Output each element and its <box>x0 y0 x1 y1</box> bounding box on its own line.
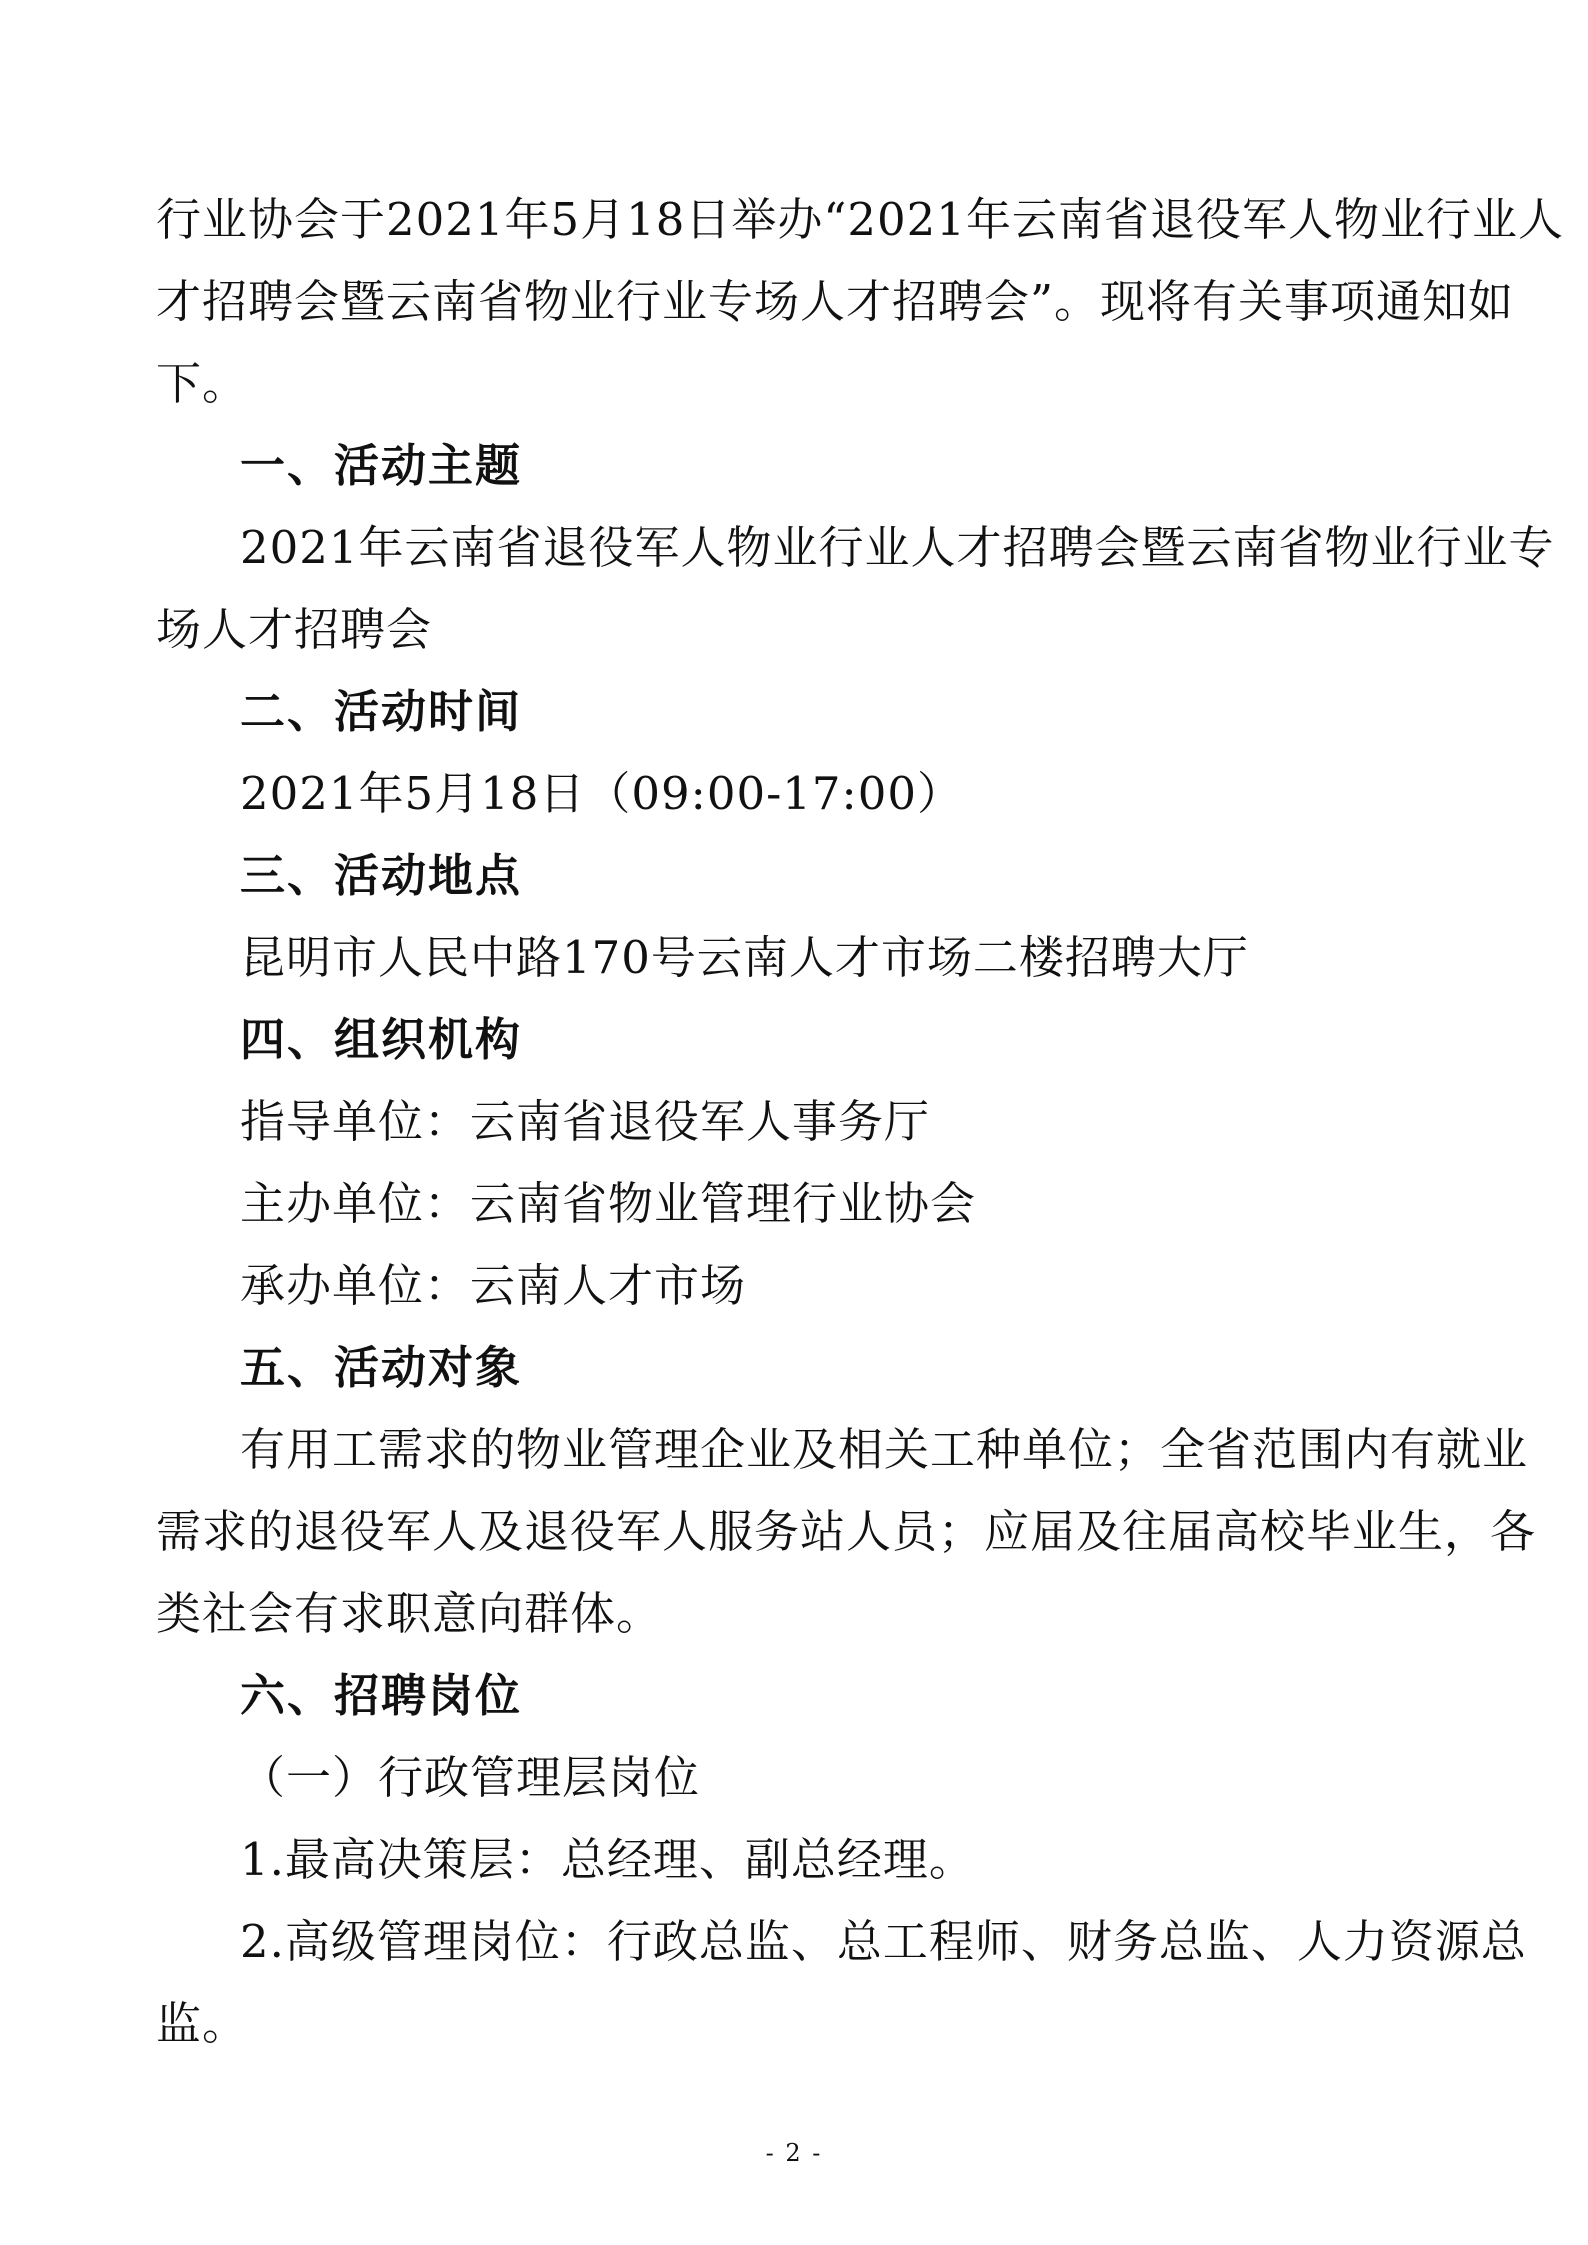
positions-item-2-line-2: 监。 <box>156 1997 249 2050</box>
theme-line-2: 场人才招聘会 <box>156 603 433 656</box>
audience-line-3: 类社会有求职意向群体。 <box>156 1587 663 1640</box>
intro-line-2: 才招聘会暨云南省物业行业专场人才招聘会”。现将有关事项通知如 <box>156 275 1515 328</box>
audience-line-2: 需求的退役军人及退役军人服务站人员；应届及往届高校毕业生，各 <box>156 1505 1537 1558</box>
organization-host: 主办单位：云南省物业管理行业协会 <box>240 1177 977 1230</box>
organization-guidance: 指导单位：云南省退役军人事务厅 <box>240 1095 931 1148</box>
audience-line-1: 有用工需求的物业管理企业及相关工种单位；全省范围内有就业 <box>240 1423 1529 1476</box>
positions-item-1: 1.最高决策层：总经理、副总经理。 <box>240 1833 975 1886</box>
event-time: 2021年5月18日（09:00-17:00） <box>240 767 963 820</box>
section-heading-organization: 四、组织机构 <box>240 1013 523 1066</box>
section-heading-time: 二、活动时间 <box>240 685 523 738</box>
positions-item-2-line-1: 2.高级管理岗位：行政总监、总工程师、财务总监、人力资源总 <box>240 1915 1527 1968</box>
intro-line-1: 行业协会于2021年5月18日举办“2021年云南省退役军人物业行业人 <box>156 193 1564 246</box>
page-number: - 2 - <box>765 2139 823 2167</box>
positions-subheading: （一）行政管理层岗位 <box>240 1751 701 1804</box>
organization-organizer: 承办单位：云南人才市场 <box>240 1259 747 1312</box>
section-heading-audience: 五、活动对象 <box>240 1341 523 1394</box>
section-heading-location: 三、活动地点 <box>240 849 523 902</box>
intro-line-3: 下。 <box>156 357 249 410</box>
theme-line-1: 2021年云南省退役军人物业行业人才招聘会暨云南省物业行业专 <box>240 521 1555 574</box>
section-heading-positions: 六、招聘岗位 <box>240 1669 523 1722</box>
section-heading-theme: 一、活动主题 <box>240 439 523 492</box>
event-location: 昆明市人民中路170号云南人才市场二楼招聘大厅 <box>240 931 1249 984</box>
